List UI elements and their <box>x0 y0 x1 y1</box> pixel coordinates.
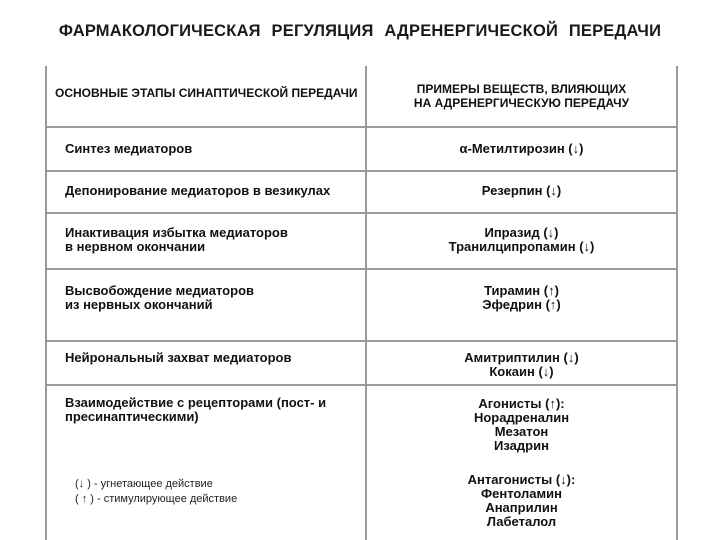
examples-cell <box>367 386 676 540</box>
header-stages <box>47 66 367 126</box>
page-title: ФАРМАКОЛОГИЧЕСКАЯ РЕГУЛЯЦИЯ АДРЕНЕРГИЧЕСКОЙ ПЕРЕДАЧИ <box>58 22 662 40</box>
example-text: Лабеталол <box>486 514 557 529</box>
example-text: Анаприлин <box>485 500 558 515</box>
legend-up: ( ↑ ) - стимулирующее действие <box>75 493 238 505</box>
regulation-table <box>45 66 678 540</box>
examples-cell <box>367 342 676 384</box>
header-examples <box>367 66 676 126</box>
example-text: Фентоламин <box>481 486 562 501</box>
example-text: Эфедрин (↑) <box>482 297 561 312</box>
header-examples-line1: ПРИМЕРЫ ВЕЩЕСТВ, ВЛИЯЮЩИХ <box>416 82 627 96</box>
table-row <box>47 214 676 270</box>
example-text: α-Метилтирозин (↓) <box>459 141 584 156</box>
stage-text: Синтез медиаторов <box>65 141 193 156</box>
table-row <box>47 128 676 172</box>
stage-cell <box>47 128 367 170</box>
examples-cell <box>367 172 676 212</box>
stage-cell <box>47 172 367 212</box>
example-text: Резерпин (↓) <box>481 183 562 198</box>
stage-cell <box>47 386 367 540</box>
example-text: Норадреналин <box>473 410 570 425</box>
stage-text: Взаимодействие с рецепторами (пост- и <box>65 395 327 410</box>
example-text: Изадрин <box>494 438 549 453</box>
stage-text: из нервных окончаний <box>65 297 213 312</box>
antagonists-group <box>367 473 676 529</box>
examples-cell <box>367 214 676 268</box>
example-text: Тирамин (↑) <box>484 283 559 298</box>
table-row <box>47 342 676 386</box>
stage-text: Депонирование медиаторов в везикулах <box>65 183 331 198</box>
header-stages-label: ОСНОВНЫЕ ЭТАПЫ СИНАПТИЧЕСКОЙ ПЕРЕДАЧИ <box>55 86 358 100</box>
examples-cell <box>367 128 676 170</box>
stage-text: Нейрональный захват медиаторов <box>65 350 292 365</box>
table-row <box>47 386 676 540</box>
examples-cell <box>367 270 676 340</box>
stage-text: Высвобождение медиаторов <box>65 283 254 298</box>
stage-text: пресинаптическими) <box>65 409 199 424</box>
stage-text: в нервном окончании <box>65 239 206 254</box>
stage-cell <box>47 270 367 340</box>
example-text: Кокаин (↓) <box>489 364 554 379</box>
agonists-heading: Агонисты (↑): <box>478 396 565 411</box>
table-row <box>47 270 676 342</box>
header-examples-line2: НА АДРЕНЕРГИЧЕСКУЮ ПЕРЕДАЧУ <box>413 96 630 110</box>
example-text: Ипразид (↓) <box>484 225 559 240</box>
example-text: Амитриптилин (↓) <box>464 350 579 365</box>
legend-down: (↓ ) - угнетающее действие <box>75 478 213 490</box>
stage-cell <box>47 342 367 384</box>
stage-text: Инактивация избытка медиаторов <box>65 225 288 240</box>
table-header-row <box>47 66 676 128</box>
antagonists-heading: Антагонисты (↓): <box>467 472 576 487</box>
example-text: Транилципропамин (↓) <box>448 239 595 254</box>
agonists-group <box>367 397 676 453</box>
example-text: Мезатон <box>494 424 549 439</box>
table-row <box>47 172 676 214</box>
stage-cell <box>47 214 367 268</box>
